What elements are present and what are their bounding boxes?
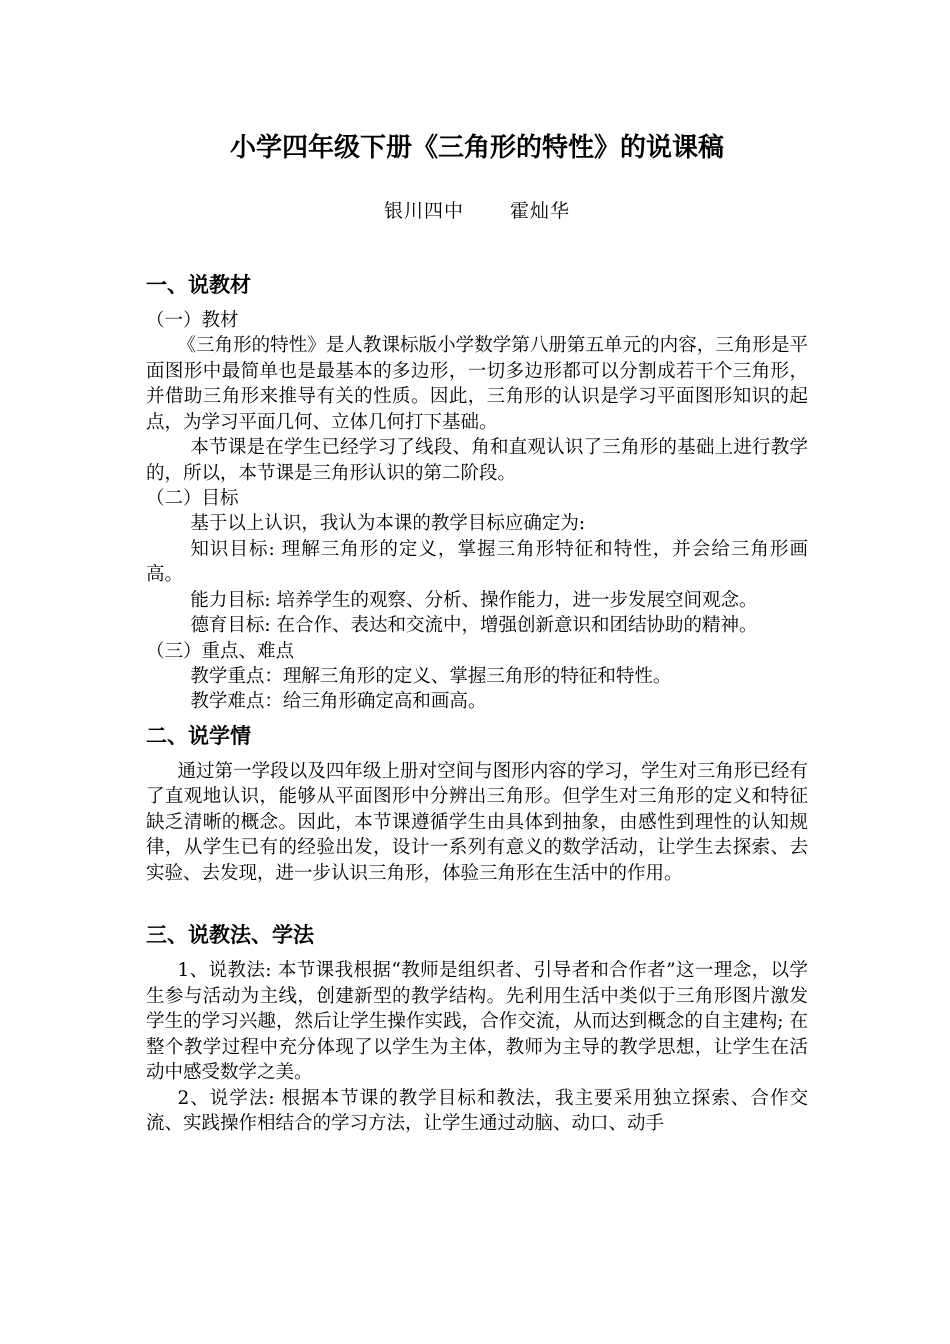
paragraph: 本节课是在学生已经学习了线段、角和直观认识了三角形的基础上进行教学的，所以，本节课是三角形认识的第二阶段。 [146, 437, 808, 484]
document-page [146, 128, 808, 1137]
subheading-key-points: （三）重点、难点 [146, 640, 295, 662]
paragraph: 能力目标: 培养学生的观察、分析、操作能力，进一步发展空间观念。 [190, 589, 758, 611]
paragraph: 2、说学法: 根据本节课的教学目标和教法，我主要采用独立探索、合作交流、实践操作相结合的学习方法，让学生通过动脑、动口、动手 [146, 1087, 808, 1134]
paragraph: 教学重点：理解三角形的定义、掌握三角形的特征和特性。 [190, 665, 672, 687]
author-line [146, 196, 808, 226]
subheading-goals: （二）目标 [146, 488, 239, 509]
author-name: 霍灿华 [510, 200, 571, 222]
paragraph: 1、说教法: 本节课我根据“教师是组织者、引导者和合作者”这一理念，以学生参与活动为主线，创建新型的教学结构。先利用生活中类似于三角形图片激发学生的学习兴趣，然后让学生操作实践，合作交流，从而达到概念的自主建构; 在整个教学过程中充分体现了以学生为主体，教师为主导的教学思想，让学生在活动中感受数学之美。 [146, 960, 808, 1083]
section-heading-students: 二、说学情 [146, 723, 251, 748]
paragraph: 知识目标: 理解三角形的定义，掌握三角形特征和特性，并会给三角形画高。 [146, 538, 808, 585]
document-title: 小学四年级下册《三角形的特性》的说课稿 [229, 133, 724, 163]
paragraph: 教学难点：给三角形确定高和画高。 [190, 691, 487, 712]
subheading-textbook: （一）教材 [146, 310, 239, 331]
paragraph: 基于以上认识，我认为本课的教学目标应确定为: [190, 513, 586, 534]
paragraph: 《三角形的特性》是人教课标版小学数学第八册第五单元的内容，三角形是平面图形中最简单也是最基本的多边形，一切多边形都可以分割成若干个三角形，并借助三角形来推导有关的性质。因此，三角形的认识是学习平面图形知识的起点，为学习平面几何、立体几何打下基础。 [146, 335, 808, 433]
paragraph: 通过第一学段以及四年级上册对空间与图形内容的学习，学生对三角形已经有了直观地认识，能够从平面图形中分辨出三角形。但学生对三角形的定义和特征缺乏清晰的概念。因此，本节课遵循学生由具体到抽象，由感性到理性的认知规律，从学生已有的经验出发，设计一系列有意义的数学活动，让学生去探索、去实验、去发现，进一步认识三角形，体验三角形在生活中的作用。 [146, 760, 808, 884]
section-heading-textbook: 一、说教材 [146, 273, 251, 297]
author-school: 银川四中 [383, 200, 464, 222]
paragraph: 德育目标: 在合作、表达和交流中，增强创新意识和团结协助的精神。 [190, 615, 758, 636]
section-heading-methods: 三、说教法、学法 [146, 923, 314, 947]
